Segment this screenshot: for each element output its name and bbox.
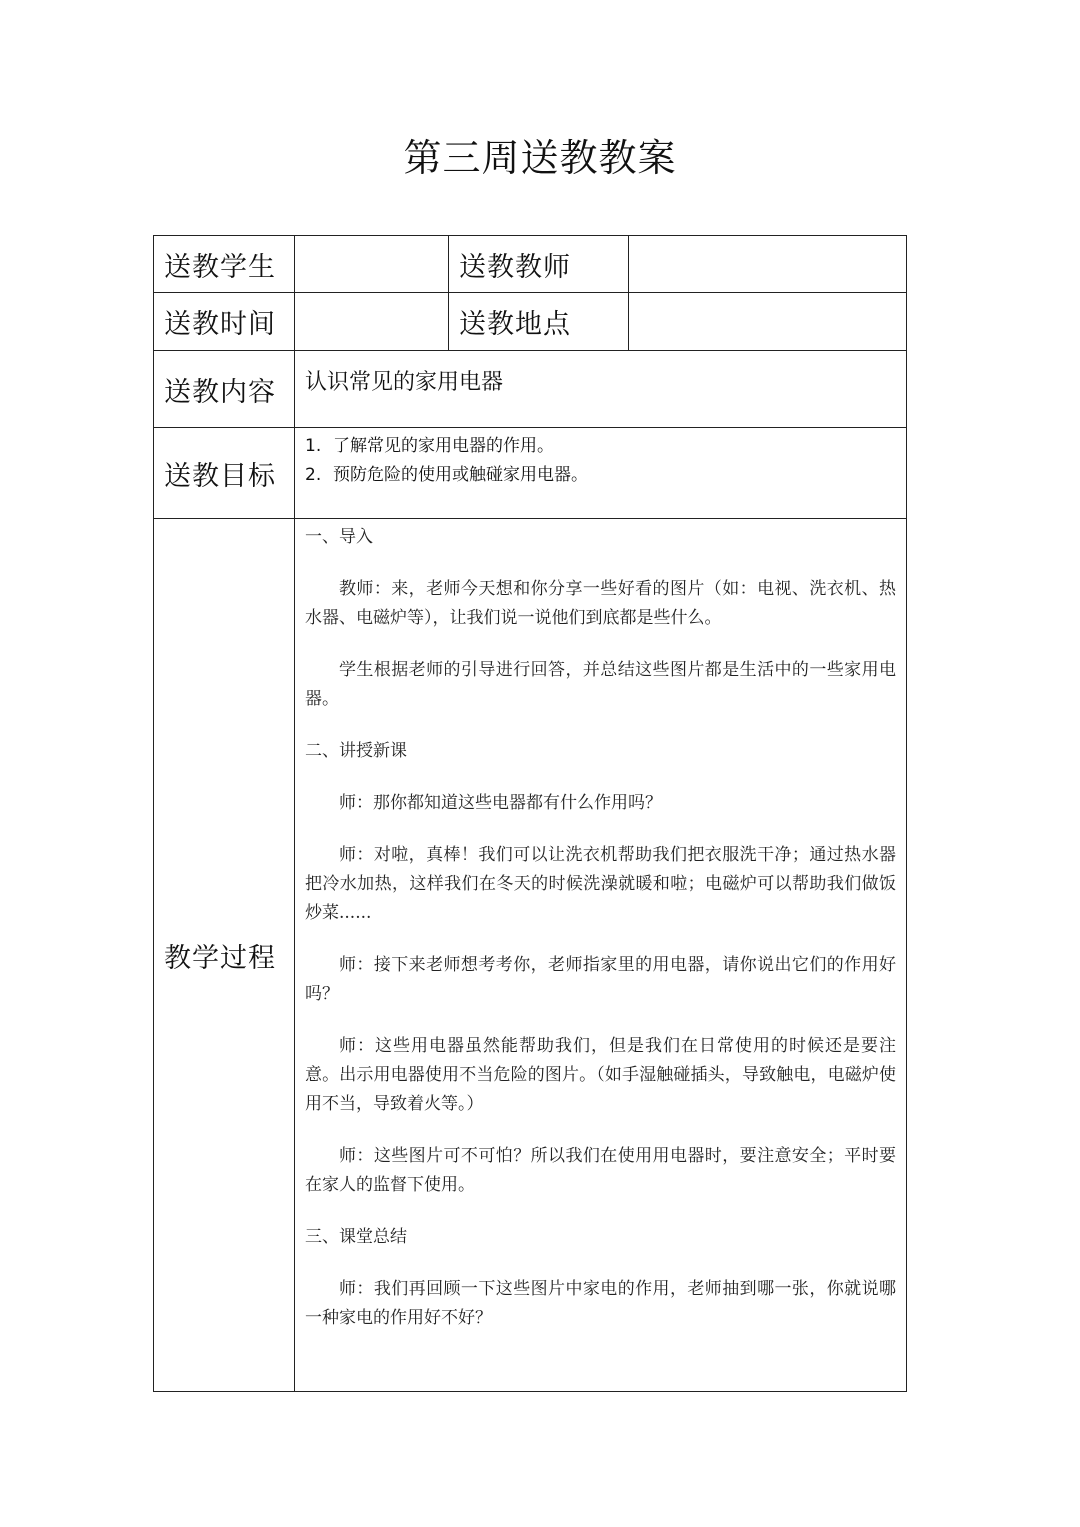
- content-label: 送教内容: [154, 351, 295, 428]
- process-paragraph: 师：接下来老师想考考你，老师指家里的用电器，请你说出它们的作用好吗？: [305, 955, 896, 1004]
- time-value: [295, 293, 449, 351]
- goal-text: 了解常见的家用电器的作用。: [333, 436, 554, 456]
- section-heading-summary: 三、课堂总结: [305, 1227, 407, 1247]
- process-paragraph: 师：这些图片可不可怕？所以我们在使用用电器时，要注意安全；平时要在家人的监督下使用。: [305, 1146, 896, 1195]
- lesson-plan-table: [153, 235, 907, 1392]
- process-paragraph: 师：对啦，真棒！我们可以让洗衣机帮助我们把衣服洗干净；通过热水器把冷水加热，这样我们在冬天的时候洗澡就暖和啦；电磁炉可以帮助我们做饭炒菜......: [305, 845, 896, 923]
- process-content: [295, 519, 907, 1392]
- section-heading-intro: 一、导入: [305, 527, 373, 547]
- location-label: 送教地点: [449, 293, 629, 351]
- process-paragraph: 师：那你都知道这些电器都有什么作用吗？: [339, 793, 662, 813]
- process-label: 教学过程: [154, 519, 295, 1392]
- teacher-value: [629, 236, 907, 293]
- student-label: 送教学生: [154, 236, 295, 293]
- process-paragraph: 师：我们再回顾一下这些图片中家电的作用，老师抽到哪一张，你就说哪一种家电的作用好不好？: [305, 1279, 896, 1328]
- time-label: 送教时间: [154, 293, 295, 351]
- goal-text: 预防危险的使用或触碰家用电器。: [333, 465, 588, 485]
- list-item: [305, 432, 896, 461]
- goals-label: 送教目标: [154, 428, 295, 519]
- teacher-label: 送教教师: [449, 236, 629, 293]
- content-value: 认识常见的家用电器: [295, 351, 907, 428]
- list-item: [305, 461, 896, 490]
- process-paragraph: 学生根据老师的引导进行回答，并总结这些图片都是生活中的一些家用电器。: [305, 660, 896, 709]
- table-row: [154, 236, 907, 293]
- table-row: [154, 519, 907, 1392]
- goal-number: 2.: [305, 465, 322, 485]
- goals-list: [295, 428, 907, 519]
- table-row: [154, 293, 907, 351]
- table-row: [154, 351, 907, 428]
- process-paragraph: 教师：来，老师今天想和你分享一些好看的图片（如：电视、洗衣机、热水器、电磁炉等），让我们说一说他们到底都是些什么。: [305, 579, 896, 628]
- location-value: [629, 293, 907, 351]
- student-value: [295, 236, 449, 293]
- table-row: [154, 428, 907, 519]
- process-paragraph: 师：这些用电器虽然能帮助我们，但是我们在日常使用的时候还是要注意。出示用电器使用不当危险的图片。（如手湿触碰插头，导致触电，电磁炉使用不当，导致着火等。）: [305, 1036, 896, 1114]
- goal-number: 1.: [305, 436, 322, 456]
- page-title: 第三周送教教案: [403, 136, 677, 180]
- section-heading-new-lesson: 二、讲授新课: [305, 741, 407, 761]
